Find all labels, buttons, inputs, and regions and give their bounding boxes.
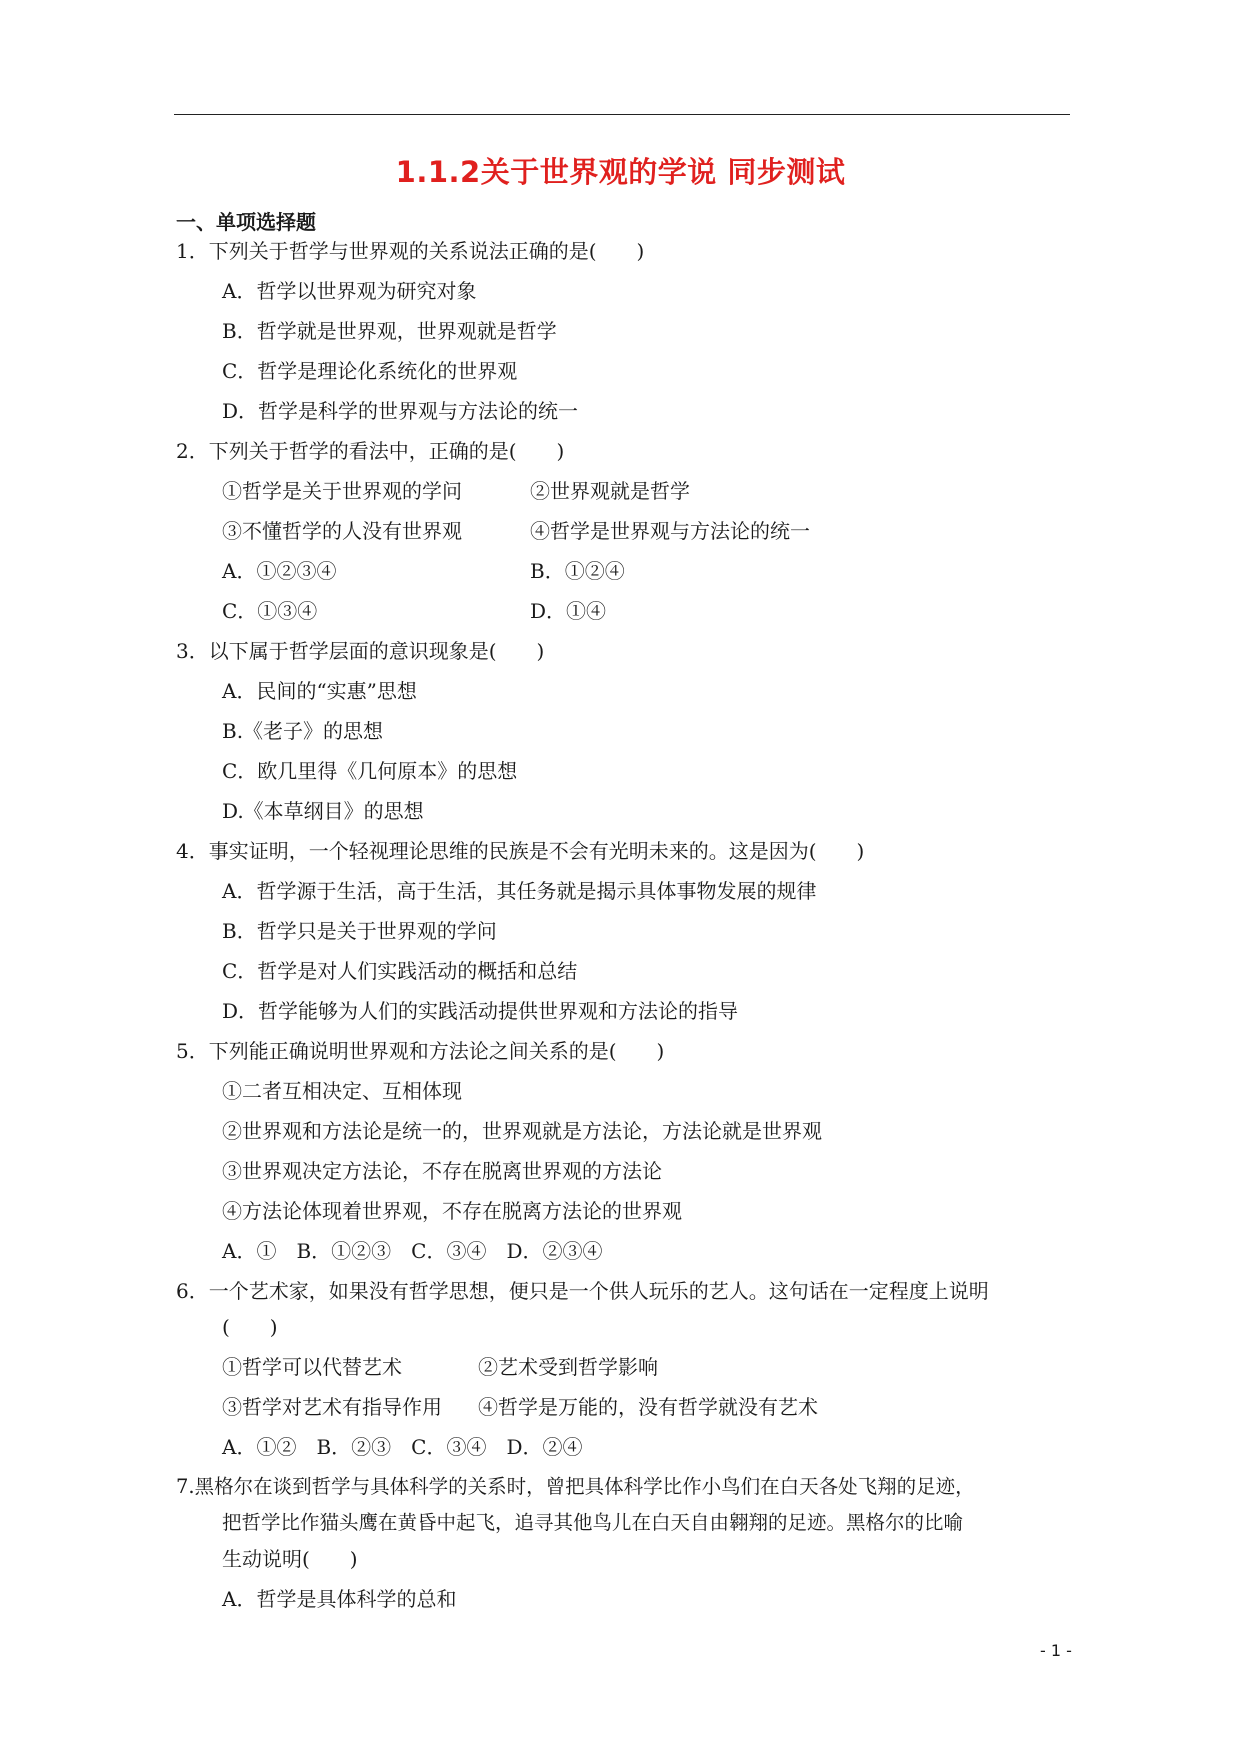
question-1-stem: 1．下列关于哲学与世界观的关系说法正确的是( ): [176, 239, 645, 263]
question-5-statement-1: ①二者互相决定、互相体现: [222, 1079, 462, 1103]
question-6-options: A．①② B．②③ C．③④ D．②④: [222, 1435, 583, 1459]
question-4-option-c: C．哲学是对人们实践活动的概括和总结: [222, 959, 578, 983]
question-3-option-a: A．民间的“实惠”思想: [222, 679, 417, 703]
question-5-statement-3: ③世界观决定方法论，不存在脱离世界观的方法论: [222, 1159, 662, 1183]
question-1-option-a: A．哲学以世界观为研究对象: [222, 279, 477, 303]
section-heading: 一、单项选择题: [176, 210, 316, 234]
question-4-option-d: D．哲学能够为人们的实践活动提供世界观和方法论的指导: [222, 999, 739, 1023]
question-1-option-b: B．哲学就是世界观，世界观就是哲学: [222, 319, 557, 343]
question-6-stem: 6．一个艺术家，如果没有哲学思想，便只是一个供人玩乐的艺人。这句话在一定程度上说明: [176, 1279, 989, 1303]
question-4-option-b: B．哲学只是关于世界观的学问: [222, 919, 497, 943]
question-3-stem: 3．以下属于哲学层面的意识现象是( ): [176, 639, 545, 663]
question-3-option-b: B.《老子》的思想: [222, 719, 384, 743]
question-7-stem-line-2: 把哲学比作猫头鹰在黄昏中起飞，追寻其他鸟儿在白天自由翱翔的足迹。黑格尔的比喻: [222, 1511, 964, 1534]
question-1-option-c: C．哲学是理论化系统化的世界观: [222, 359, 518, 383]
question-5-options: A．① B．①②③ C．③④ D．②③④: [222, 1239, 603, 1263]
question-6-statement-4: ④哲学是万能的，没有哲学就没有艺术: [478, 1395, 818, 1419]
question-7-stem-line-3: 生动说明( ): [222, 1547, 358, 1571]
question-2-statement-1: ①哲学是关于世界观的学问: [222, 479, 462, 503]
question-3-option-c: C．欧几里得《几何原本》的思想: [222, 759, 518, 783]
question-2-option-b: B．①②④: [530, 559, 625, 583]
page-number: - 1 -: [1040, 1641, 1072, 1660]
page-title: 1.1.2关于世界观的学说 同步测试: [395, 155, 846, 189]
question-5-statement-4: ④方法论体现着世界观，不存在脱离方法论的世界观: [222, 1199, 682, 1223]
question-2-stem: 2．下列关于哲学的看法中，正确的是( ): [176, 439, 565, 463]
question-2-statement-2: ②世界观就是哲学: [530, 479, 690, 503]
header-rule: [174, 114, 1070, 115]
question-3-option-d: D.《本草纲目》的思想: [222, 799, 424, 823]
question-2-option-a: A．①②③④: [222, 559, 337, 583]
question-6-statement-2: ②艺术受到哲学影响: [478, 1355, 658, 1379]
question-6-statement-1: ①哲学可以代替艺术: [222, 1355, 402, 1379]
question-7-stem-line-1: 7.黑格尔在谈到哲学与具体科学的关系时，曾把具体科学比作小鸟们在白天各处飞翔的足迹，: [176, 1475, 975, 1498]
question-1-option-d: D．哲学是科学的世界观与方法论的统一: [222, 399, 579, 423]
question-2-option-c: C．①③④: [222, 599, 318, 623]
question-2-statement-3: ③不懂哲学的人没有世界观: [222, 519, 462, 543]
question-6-paren: ( ): [222, 1315, 278, 1339]
question-4-stem: 4．事实证明，一个轻视理论思维的民族是不会有光明未来的。这是因为( ): [176, 839, 865, 863]
question-2-statement-4: ④哲学是世界观与方法论的统一: [530, 519, 810, 543]
question-2-option-d: D．①④: [530, 599, 607, 623]
question-5-stem: 5．下列能正确说明世界观和方法论之间关系的是( ): [176, 1039, 665, 1063]
question-6-statement-3: ③哲学对艺术有指导作用: [222, 1395, 442, 1419]
question-5-statement-2: ②世界观和方法论是统一的，世界观就是方法论，方法论就是世界观: [222, 1119, 822, 1143]
question-4-option-a: A．哲学源于生活，高于生活，其任务就是揭示具体事物发展的规律: [222, 879, 817, 903]
question-7-option-a: A．哲学是具体科学的总和: [222, 1587, 457, 1611]
